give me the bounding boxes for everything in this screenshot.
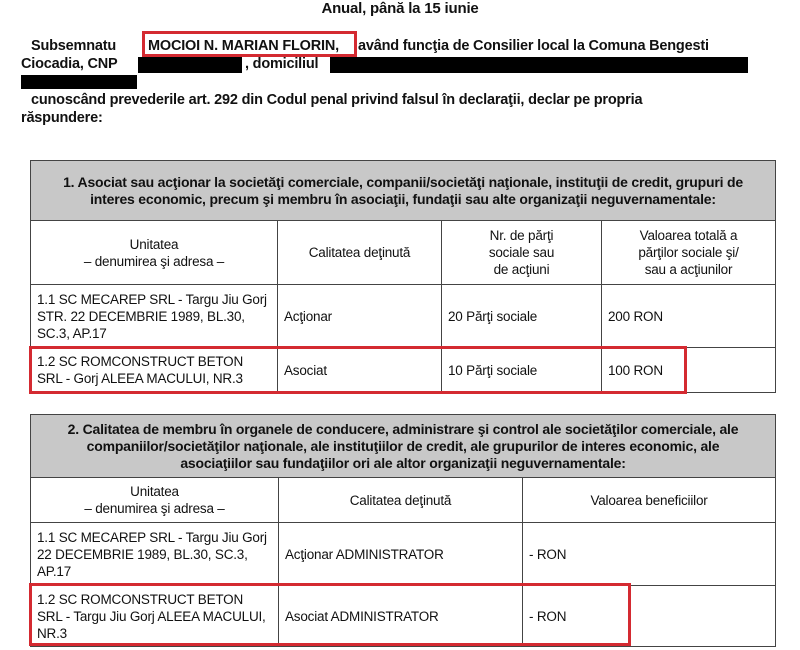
- table2-row2-benefits: - RON: [522, 585, 776, 647]
- table1-row1-value: 200 RON: [601, 284, 776, 348]
- table1-heading: 1. Asociat sau acţionar la societăţi comerciale, companii/societăţi naţionale, instituţii de credit, grupuri de interes economic, precum şi membru în asociaţii, fundaţii sau alte organizaţii neguvernamentale:: [30, 160, 776, 221]
- declaration-statement: cunoscând prevederile art. 292 din Codul penal privind falsul în declaraţii, declar pe propria: [31, 92, 643, 108]
- table2-col-unit: Unitatea – denumirea şi adresa –: [30, 477, 279, 523]
- document-title: Anual, până la 15 iunie: [321, 0, 479, 17]
- table1-row1-role: Acţionar: [277, 284, 442, 348]
- table2-heading: 2. Calitatea de membru în organele de conducere, administrare şi control ale societăţilor comerciale, ale companiilor/societăţilor naţionale, ale instituţiilor de credit, ale grupurilor de interes economic, ale asociaţiilor sau fundaţiilor ori ale altor organizaţii neguvernamentale:: [30, 414, 776, 478]
- table1-row2-shares: 10 Părţi sociale: [441, 347, 602, 393]
- redacted-address-cont: [21, 75, 137, 89]
- declaration-prefix: Subsemnatu: [31, 38, 117, 54]
- table1-row1-unit: 1.1 SC MECAREP SRL - Targu Jiu Gorj STR. 22 DECEMBRIE 1989, BL.30, SC.3, AP.17: [30, 284, 278, 348]
- table2-col-benefits: Valoarea beneficiilor: [522, 477, 776, 523]
- table1-row2-unit: 1.2 SC ROMCONSTRUCT BETON SRL - Gorj ALEEA MACULUI, NR.3: [30, 347, 278, 393]
- declaration-cnp-label: Ciocadia, CNP: [21, 56, 118, 72]
- redacted-cnp: [138, 57, 242, 73]
- table1-row2-highlight: [29, 346, 687, 394]
- table2-row1-role: Acţionar ADMINISTRATOR: [278, 522, 523, 586]
- table1-row1-shares: 20 Părţi sociale: [441, 284, 602, 348]
- table1-col-value: Valoarea totală a părţilor sociale şi/ sau a acţiunilor: [601, 220, 776, 285]
- declaration-statement-end: răspundere:: [21, 110, 103, 126]
- table2-col-role: Calitatea deţinută: [278, 477, 523, 523]
- table1-row2-value: 100 RON: [601, 347, 776, 393]
- table2-row2-role: Asociat ADMINISTRATOR: [278, 585, 523, 647]
- table2-row1-benefits: - RON: [522, 522, 776, 586]
- table2-row2-highlight: [29, 583, 631, 646]
- table1-col-shares: Nr. de părţi sociale sau de acţiuni: [441, 220, 602, 285]
- table2-row1-unit: 1.1 SC MECAREP SRL - Targu Jiu Gorj 22 DECEMBRIE 1989, BL.30, SC.3, AP.17: [30, 522, 279, 586]
- table1-col-unit: Unitatea – denumirea şi adresa –: [30, 220, 278, 285]
- name-highlight: [142, 31, 357, 57]
- declaration-function: având funcţia de Consilier local la Comuna Bengesti: [358, 38, 709, 54]
- redacted-address: [330, 57, 748, 73]
- table2-row2-unit: 1.2 SC ROMCONSTRUCT BETON SRL - Targu Jiu Gorj ALEEA MACULUI, NR.3: [30, 585, 279, 647]
- declarant-name: MOCIOI N. MARIAN FLORIN,: [148, 38, 339, 54]
- declaration-domicile-label: , domiciliul: [245, 56, 319, 72]
- table1-row2-role: Asociat: [277, 347, 442, 393]
- table1-col-role: Calitatea deţinută: [277, 220, 442, 285]
